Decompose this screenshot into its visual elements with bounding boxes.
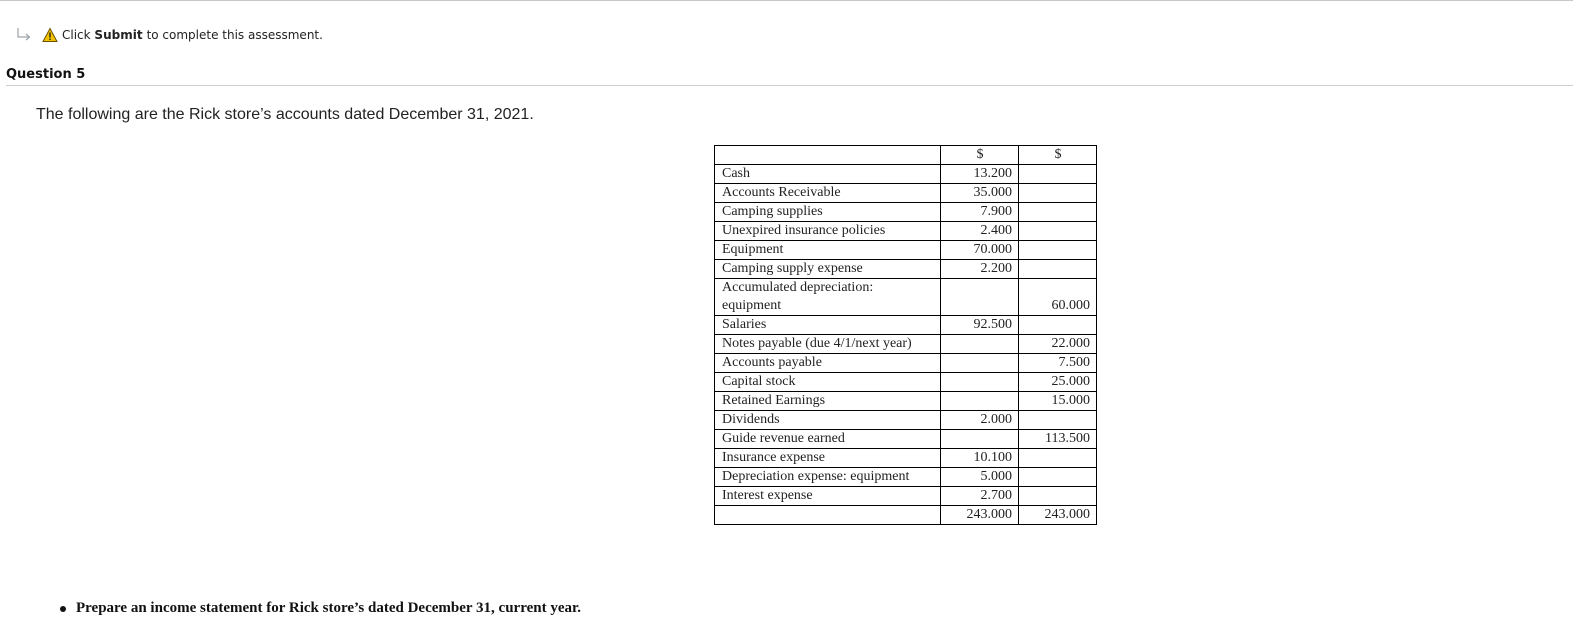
table-row (715, 392, 1097, 411)
debit-value: 13.200 (941, 165, 1019, 184)
account-name: Salaries (715, 316, 941, 335)
total-debit: 243.000 (941, 506, 1019, 525)
account-name: Dividends (715, 411, 941, 430)
table-row (715, 430, 1097, 449)
account-name: Accounts Receivable (715, 184, 941, 203)
credit-value (1019, 260, 1097, 279)
debit-value: 10.100 (941, 449, 1019, 468)
table-header-row (715, 146, 1097, 165)
table-row (715, 335, 1097, 354)
account-name: Equipment (715, 241, 941, 260)
notice-suffix: to complete this assessment. (146, 28, 323, 42)
debit-value: 5.000 (941, 468, 1019, 487)
question-intro: The following are the Rick store’s accounts dated December 31, 2021. (36, 106, 534, 123)
header-debit: $ (941, 146, 1019, 165)
totals-label (715, 506, 941, 525)
header-credit: $ (1019, 146, 1097, 165)
submit-notice (14, 26, 323, 44)
credit-value (1019, 411, 1097, 430)
debit-value: 7.900 (941, 203, 1019, 222)
account-name: Camping supply expense (715, 260, 941, 279)
return-arrow-icon (14, 26, 36, 44)
table-row (715, 184, 1097, 203)
credit-value: 7.500 (1019, 354, 1097, 373)
debit-value (941, 335, 1019, 354)
bullet-dot-icon (60, 606, 66, 612)
credit-value: 22.000 (1019, 335, 1097, 354)
credit-value (1019, 468, 1097, 487)
account-name: Accumulated depreciation: equipment (715, 279, 941, 316)
account-name: Guide revenue earned (715, 430, 941, 449)
question-title: Question 5 (6, 67, 86, 82)
debit-value (941, 430, 1019, 449)
question-divider (6, 85, 1573, 86)
table-row (715, 203, 1097, 222)
table-row (715, 468, 1097, 487)
warning-icon (42, 27, 58, 43)
credit-value: 60.000 (1019, 279, 1097, 316)
table-row (715, 487, 1097, 506)
credit-value (1019, 487, 1097, 506)
account-name: Capital stock (715, 373, 941, 392)
table-row (715, 222, 1097, 241)
notice-prefix: Click (62, 28, 91, 42)
account-name: Depreciation expense: equipment (715, 468, 941, 487)
account-name: Retained Earnings (715, 392, 941, 411)
table-row (715, 260, 1097, 279)
credit-value (1019, 203, 1097, 222)
table-row (715, 165, 1097, 184)
debit-value: 70.000 (941, 241, 1019, 260)
debit-value: 2.700 (941, 487, 1019, 506)
credit-value (1019, 241, 1097, 260)
debit-value (941, 354, 1019, 373)
account-name: Cash (715, 165, 941, 184)
debit-value: 2.400 (941, 222, 1019, 241)
top-divider (0, 0, 1573, 1)
debit-value (941, 373, 1019, 392)
account-name: Accounts payable (715, 354, 941, 373)
notice-submit-word: Submit (94, 28, 143, 42)
credit-value: 15.000 (1019, 392, 1097, 411)
credit-value (1019, 222, 1097, 241)
accounts-table (714, 145, 1097, 525)
table-row (715, 354, 1097, 373)
table-row (715, 279, 1097, 316)
debit-value: 35.000 (941, 184, 1019, 203)
table-row (715, 411, 1097, 430)
debit-value (941, 279, 1019, 316)
debit-value: 92.500 (941, 316, 1019, 335)
credit-value (1019, 165, 1097, 184)
credit-value (1019, 449, 1097, 468)
instruction-bullet (60, 600, 581, 617)
table-row (715, 241, 1097, 260)
account-name: Camping supplies (715, 203, 941, 222)
account-name: Unexpired insurance policies (715, 222, 941, 241)
debit-value (941, 392, 1019, 411)
table-row (715, 449, 1097, 468)
table-row (715, 373, 1097, 392)
credit-value: 25.000 (1019, 373, 1097, 392)
credit-value (1019, 316, 1097, 335)
total-credit: 243.000 (1019, 506, 1097, 525)
debit-value: 2.200 (941, 260, 1019, 279)
table-totals-row (715, 506, 1097, 525)
account-name: Insurance expense (715, 449, 941, 468)
account-name: Interest expense (715, 487, 941, 506)
debit-value: 2.000 (941, 411, 1019, 430)
credit-value (1019, 184, 1097, 203)
account-name: Notes payable (due 4/1/next year) (715, 335, 941, 354)
instruction-text: Prepare an income statement for Rick store’s dated December 31, current year. (76, 600, 582, 616)
credit-value: 113.500 (1019, 430, 1097, 449)
table-row (715, 316, 1097, 335)
header-account (715, 146, 941, 165)
